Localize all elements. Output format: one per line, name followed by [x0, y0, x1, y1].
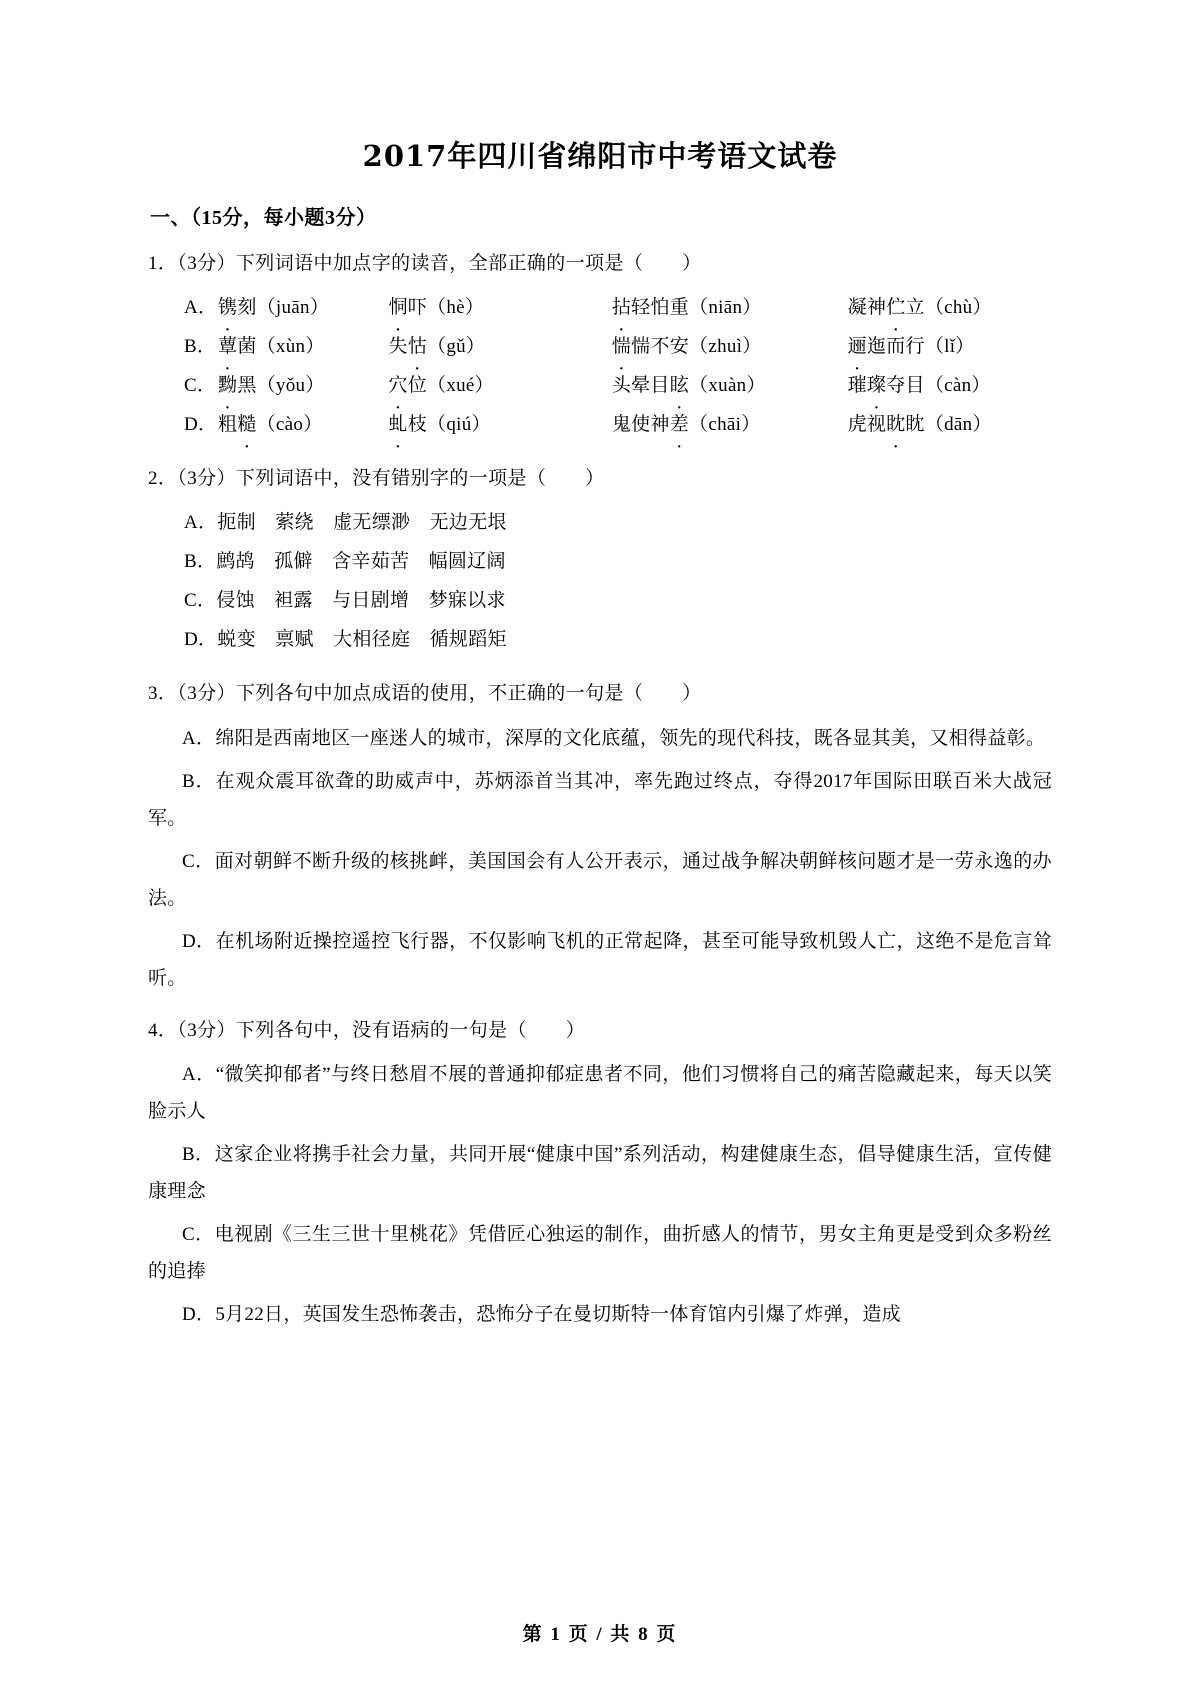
option-paragraph: B．在观众震耳欲聋的助威声中，苏炳添首当其冲，率先跑过终点，夺得2017年国际田联百米大战冠军。 — [148, 770, 1052, 829]
option-line: C．侵蚀 袒露 与日剧增 梦寐以求 — [184, 590, 506, 612]
option-cell: 虬枝（qiú） — [388, 406, 611, 445]
option-paragraph: A．“微笑抑郁者”与终日愁眉不展的普通抑郁症患者不同，他们习惯将自己的痛苦隐藏起来，每天以笑脸示人 — [148, 1064, 1052, 1123]
question-stem: 4．（3分）下列各句中，没有语病的一句是（ ） — [148, 1019, 586, 1041]
option-line: D．蜕变 禀赋 大相径庭 循规蹈矩 — [184, 629, 507, 651]
option-cell: 璀璨夺目（càn） — [848, 367, 1052, 406]
option-cell: B．蕈菌（xùn） — [184, 328, 388, 367]
option-paragraph: C．电视剧《三生三世十里桃花》凭借匠心独运的制作，曲折感人的情节，男女主角更是受到众多粉丝的追捧 — [148, 1224, 1052, 1283]
option-cell: 虎视眈眈（dān） — [848, 406, 1052, 445]
option-row — [148, 367, 1052, 406]
page-title: 2017年四川省绵阳市中考语文试卷 — [362, 139, 838, 173]
option-line: B．鹧鸪 孤僻 含辛茹苦 幅圆辽阔 — [184, 551, 506, 573]
dotted-char: 糙 — [237, 414, 257, 436]
dotted-char: 蕈 — [218, 336, 238, 358]
dotted-char: 恫 — [388, 297, 408, 319]
option-cell: A．镌刻（juān） — [184, 289, 388, 328]
dotted-char: 差 — [669, 414, 690, 436]
option-row — [148, 328, 1052, 367]
dotted-char: 惴 — [611, 336, 632, 358]
dotted-char: 镌 — [218, 297, 238, 319]
option-paragraph: D．5月22日，英国发生恐怖袭击，恐怖分子在曼切斯特一体育馆内引爆了炸弹，造成 — [182, 1304, 901, 1326]
option-paragraph: B．这家企业将携手社会力量，共同开展“健康中国”系列活动，构建健康生态，倡导健康生活，宣传健康理念 — [148, 1144, 1052, 1203]
option-paragraph: A．绵阳是西南地区一座迷人的城市，深厚的文化底蕴，领先的现代科技，既各显其美，又相得益彰。 — [182, 727, 1046, 749]
dotted-char: 虬 — [388, 414, 408, 436]
option-cell: 惴惴不安（zhuì） — [612, 328, 848, 367]
option-cell: 恫吓（hè） — [388, 289, 611, 328]
option-cell: C．黝黑（yǒu） — [184, 367, 388, 406]
dotted-char: 伫 — [886, 297, 906, 319]
option-line: A．扼制 萦绕 虚无缥渺 无边无垠 — [184, 512, 507, 534]
option-cell: 头晕目眩（xuàn） — [612, 367, 848, 406]
option-cell: D．粗糙（cào） — [184, 406, 388, 445]
dotted-char: 拈 — [611, 297, 632, 319]
option-cell: 凝神伫立（chù） — [848, 289, 1052, 328]
option-cell: 鬼使神差（chāi） — [612, 406, 848, 445]
option-row — [148, 289, 1052, 328]
dotted-char: 璨 — [866, 375, 887, 397]
dotted-char: 黝 — [218, 375, 238, 397]
section-heading: 一、（15分，每小题3分） — [150, 207, 377, 229]
dotted-char: 眩 — [669, 375, 690, 397]
dotted-char: 逦 — [847, 336, 867, 358]
option-paragraph: D．在机场附近操控遥控飞行器，不仅影响飞机的正常起降，甚至可能导致机毁人亡，这绝不是危言耸听。 — [148, 930, 1052, 989]
option-paragraph: C．面对朝鲜不断升级的核挑衅，美国国会有人公开表示，通过战争解决朝鲜核问题才是一劳永逸的办法。 — [148, 850, 1052, 909]
question-stem: 2．（3分）下列词语中，没有错别字的一项是（ ） — [148, 468, 605, 490]
option-cell: 拈轻怕重（niān） — [612, 289, 848, 328]
dotted-char: 怙 — [407, 336, 428, 358]
option-cell: 穴位（xué） — [388, 367, 611, 406]
question-stem: 1．（3分）下列词语中加点字的读音，全部正确的一项是（ ） — [148, 253, 702, 274]
dotted-char: 穴 — [388, 375, 408, 397]
page-footer: 第 1 页 / 共 8 页 — [522, 1624, 678, 1645]
option-cell: 失怙（gǔ） — [388, 328, 611, 367]
dotted-char: 眈 — [886, 414, 906, 436]
option-cell: 逦迤而行（lǐ） — [848, 328, 1052, 367]
question-stem: 3．（3分）下列各句中加点成语的使用，不正确的一句是（ ） — [148, 683, 702, 705]
option-row — [148, 406, 1052, 445]
